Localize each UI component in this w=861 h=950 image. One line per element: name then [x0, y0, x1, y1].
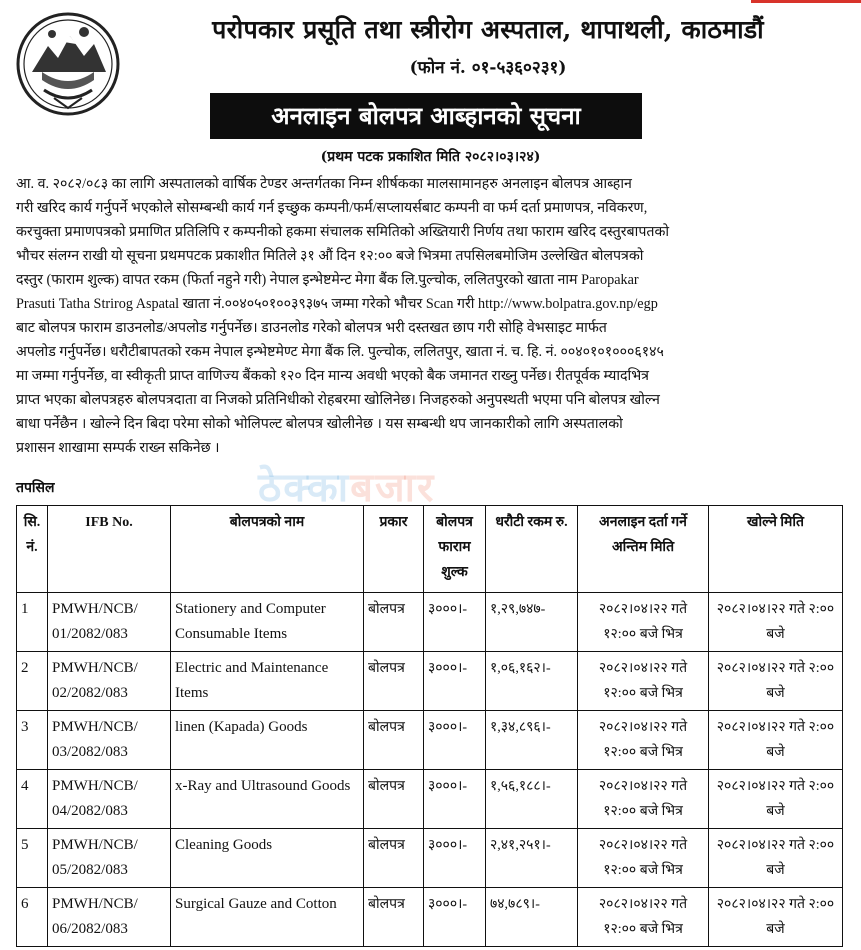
cell-submit: २०८२।०४।२२ गते १२:०० बजे भित्र — [578, 711, 709, 770]
cell-sn: 2 — [17, 652, 48, 711]
notice-body — [16, 172, 842, 460]
cell-fee: ३०००।- — [424, 593, 486, 652]
cell-type: बोलपत्र — [364, 770, 424, 829]
cell-ifb: PMWH/NCB/ 02/2082/083 — [48, 652, 171, 711]
cell-name: Stationery and Computer Consumable Items — [171, 593, 364, 652]
cell-type: बोलपत्र — [364, 888, 424, 947]
phone-number: (फोन नं. ०१-५३६०२३१) — [409, 58, 567, 78]
cell-sn: 4 — [17, 770, 48, 829]
cell-deposit: १,५६,१८८।- — [486, 770, 578, 829]
notice-line: गरी खरिद कार्य गर्नुपर्ने भएकोले सोसम्बन्धी कार्य गर्न इच्छुक कम्पनी/फर्म/सप्लायर्सबाट कम्पनी वा फर्म दर्ता प्रमाणपत्र, नविकरण, — [16, 200, 648, 216]
cell-submit: २०८२।०४।२२ गते १२:०० बजे भित्र — [578, 593, 709, 652]
hospital-name: परोपकार प्रसूति तथा स्त्रीरोग अस्पताल, थापाथली, काठमाडौं — [212, 15, 764, 44]
cell-submit: २०८२।०४।२२ गते १२:०० बजे भित्र — [578, 652, 709, 711]
cell-deposit: १,०६,१६२।- — [486, 652, 578, 711]
cell-ifb: PMWH/NCB/ 05/2082/083 — [48, 829, 171, 888]
notice-line: प्रशासन शाखामा सम्पर्क राख्न सकिनेछ । — [16, 440, 220, 456]
cell-open: २०८२।०४।२२ गते २:०० बजे — [709, 770, 843, 829]
cell-name: Surgical Gauze and Cotton — [171, 888, 364, 947]
cell-open: २०८२।०४।२२ गते २:०० बजे — [709, 652, 843, 711]
cell-name: linen (Kapada) Goods — [171, 711, 364, 770]
cell-ifb: PMWH/NCB/ 01/2082/083 — [48, 593, 171, 652]
cell-ifb: PMWH/NCB/ 06/2082/083 — [48, 888, 171, 947]
cell-ifb: PMWH/NCB/ 04/2082/083 — [48, 770, 171, 829]
cell-name: x-Ray and Ultrasound Goods — [171, 770, 364, 829]
cell-submit: २०८२।०४।२२ गते १२:०० बजे भित्र — [578, 770, 709, 829]
header-type: प्रकार — [364, 506, 424, 593]
notice-line: अपलोड गर्नुपर्नेछ। धरौटीबापतको रकम नेपाल इन्भेष्टमेण्ट मेगा बैंक लि. पुल्चोक, ललितपुर, खाता नं. च. हि. नं. ००४०१०१०००६१४५ — [16, 344, 664, 360]
cell-deposit: २,४१,२५१।- — [486, 829, 578, 888]
notice-line: Prasuti Tatha Strirog Aspatal खाता नं.००४०५०१००३९३७५ जम्मा गरेको भौचर Scan गरी http://www.bolpatra.gov.np/egp — [16, 296, 658, 312]
table-row — [17, 888, 843, 947]
table-row — [17, 829, 843, 888]
cell-fee: ३०००।- — [424, 770, 486, 829]
header-name: बोलपत्रको नाम — [171, 506, 364, 593]
cell-sn: 6 — [17, 888, 48, 947]
cell-name: Electric and Maintenance Items — [171, 652, 364, 711]
cell-sn: 1 — [17, 593, 48, 652]
table-row — [17, 593, 843, 652]
publish-date: (प्रथम पटक प्रकाशित मिति २०८२।०३।२४) — [320, 149, 541, 165]
nepal-emblem-icon — [14, 10, 122, 118]
cell-type: बोलपत्र — [364, 711, 424, 770]
notice-line: बाट बोलपत्र फाराम डाउनलोड/अपलोड गर्नुपर्नेछ। डाउनलोड गरेको बोलपत्र भरी दस्तखत छाप गरी सोहि वेभसाइट मार्फत — [16, 320, 607, 336]
cell-ifb: PMWH/NCB/ 03/2082/083 — [48, 711, 171, 770]
cell-submit: २०८२।०४।२२ गते १२:०० बजे भित्र — [578, 888, 709, 947]
notice-line: मा जम्मा गर्नुपर्नेछ, वा स्वीकृती प्राप्त वाणिज्य बैंकको १२० दिन मान्य अवधी भएको बैक जमानत राख्नु पर्नेछ। रीतपूर्वक म्यादभित्र — [16, 368, 650, 384]
cell-name: Cleaning Goods — [171, 829, 364, 888]
notice-line: भौचर संलग्न राखी यो सूचना प्रथमपटक प्रकाशीत मितिले ३१ औं दिन १२:०० बजे भित्रमा तपसिलबमोजिम उल्लेखित बोलपत्रको — [16, 248, 644, 264]
cell-fee: ३०००।- — [424, 888, 486, 947]
notice-line: बाधा पर्नेछैन । खोल्ने दिन बिदा परेमा सोको भोलिपल्ट बोलपत्र खोलीनेछ । यस सम्बन्धी थप जानकारीको लागि अस्पतालको — [16, 416, 623, 432]
header-sn: सि. नं. — [17, 506, 48, 593]
notice-line: प्राप्त भएका बोलपत्रहरु बोलपत्रदाता वा निजको प्रतिनिधीको रोहबरमा खोलिनेछ। निजहरुको अनुपस्थती भएमा पनि बोलपत्र खोल्न — [16, 392, 660, 408]
cell-fee: ३०००।- — [424, 652, 486, 711]
header-fee: बोलपत्र फाराम शुल्क — [424, 506, 486, 593]
cell-type: बोलपत्र — [364, 593, 424, 652]
notice-banner-title: अनलाइन बोलपत्र आब्हानको सूचना — [210, 93, 642, 139]
table-header-row — [17, 506, 843, 593]
header-ifb: IFB No. — [48, 506, 171, 593]
cell-fee: ३०००।- — [424, 711, 486, 770]
cell-fee: ३०००।- — [424, 829, 486, 888]
header-deposit: धरौटी रकम रु. — [486, 506, 578, 593]
cell-deposit: ७४,७८९।- — [486, 888, 578, 947]
table-row — [17, 770, 843, 829]
cell-submit: २०८२।०४।२२ गते १२:०० बजे भित्र — [578, 829, 709, 888]
cell-sn: 3 — [17, 711, 48, 770]
notice-line: करचुक्ता प्रमाणपत्रको प्रमाणित प्रतिलिपि र कम्पनीको हकमा संचालक समितिको अख्तियारी निर्णय तथा फाराम खरिद दस्तुरबापतको — [16, 224, 670, 240]
table-row — [17, 711, 843, 770]
table-row — [17, 652, 843, 711]
watermark-part1: ठेक्का — [258, 465, 351, 511]
tender-table — [16, 505, 843, 947]
cell-open: २०८२।०४।२२ गते २:०० बजे — [709, 888, 843, 947]
watermark-part2: बजार — [350, 465, 436, 511]
cell-open: २०८२।०४।२२ गते २:०० बजे — [709, 711, 843, 770]
cell-deposit: १,२९,७४७- — [486, 593, 578, 652]
cell-deposit: १,३४,८९६।- — [486, 711, 578, 770]
header-submit: अनलाइन दर्ता गर्ने अन्तिम मिति — [578, 506, 709, 593]
cell-open: २०८२।०४।२२ गते २:०० बजे — [709, 593, 843, 652]
cell-type: बोलपत्र — [364, 652, 424, 711]
top-accent-line — [751, 0, 861, 3]
header-open: खोल्ने मिति — [709, 506, 843, 593]
notice-line: आ. व. २०८२/०८३ का लागि अस्पतालको वार्षिक टेण्डर अन्तर्गतका निम्न शीर्षकका मालसामानहरु अनलाइन बोलपत्र आब्हान — [16, 176, 632, 192]
notice-line: दस्तुर (फाराम शुल्क) वापत रकम (फिर्ता नहुने गरी) नेपाल इन्भेष्टमेन्ट मेगा बैंक लि.पुल्चोक, ललितपुरको खाता नाम Paropakar — [16, 272, 639, 288]
tapasil-label: तपसिल — [16, 481, 55, 496]
cell-open: २०८२।०४।२२ गते २:०० बजे — [709, 829, 843, 888]
cell-type: बोलपत्र — [364, 829, 424, 888]
cell-sn: 5 — [17, 829, 48, 888]
